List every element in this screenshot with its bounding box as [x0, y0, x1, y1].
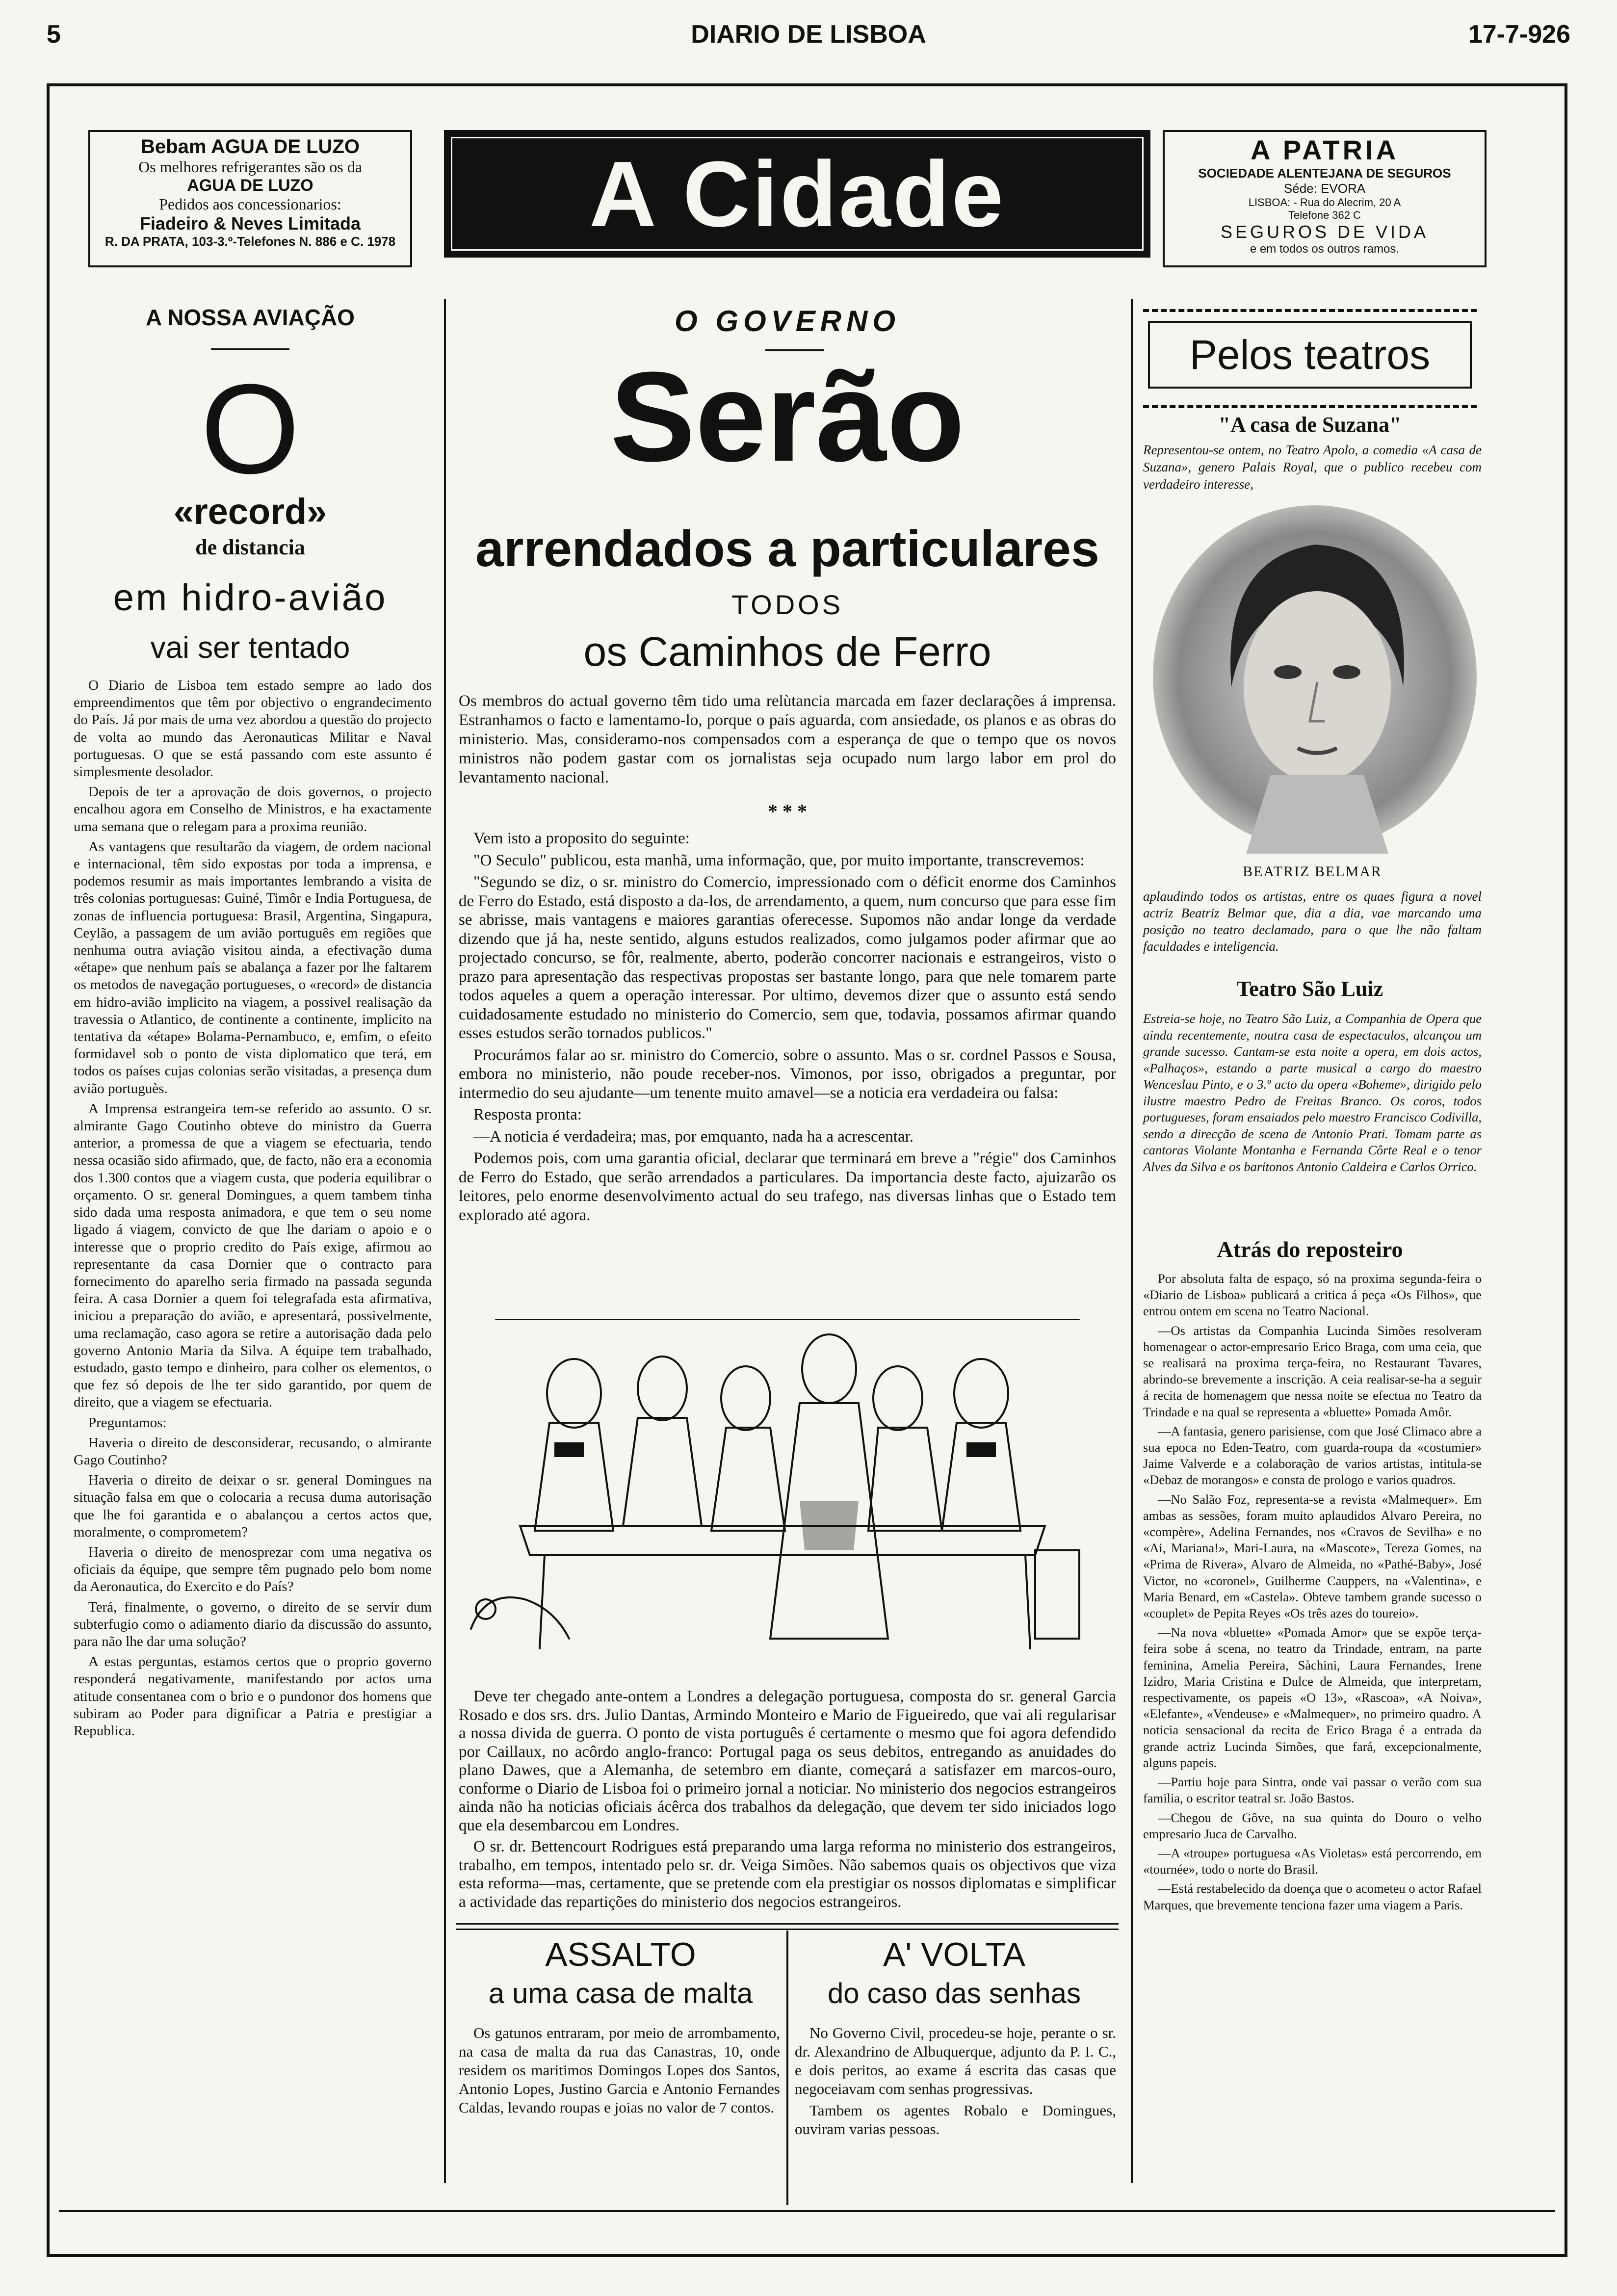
center-article-paragraph: Resposta pronta: [473, 1106, 582, 1123]
atras-reposteiro-paragraph: —A «troupe» portuguesa «As Violetas» está percorrendo, em «tournée», todo o norte do Brasil. [1143, 1845, 1482, 1877]
center-after-paragraph: O sr. dr. Bettencourt Rodrigues está preparando uma larga reforma no ministerio dos estrangeiros, trabalho, em tempos, intentado pelo sr. dr. Veiga Simões. Não sabemos quais os objectivos que viza esta reforma—mas, certamente, que se pretende com ela prestigiar os nossos diplomatas e simplificar a actividade das repartições do ministerio dos negocios estrangeiros. [459, 1838, 1116, 1911]
pelos-teatros-title: Pelos teatros [1148, 321, 1472, 389]
right-sub2-text: Estreia-se hoje, no Teatro São Luiz, a Companhia de Opera que ainda recentemente, noutra casa de espectaculos, alcançou um grande sucesso. Cantam-se esta noite a opera, em dois actos, «Palhaços», estando a parte musical a cargo do maestro Wenceslau Pinto, e o 3.º acto da opera «Boheme», dirigido pelo ilustre maestro Pedro de Freitas Branco. Os coros, todos portugueses, foram ensaiados pelo maestro Francisco Codivilla, sendo a direcção de scena de Antonio Prati. Tomam parte as cantoras Violante Montanha e Fernanda Côrte Real e o tenor Alves da Silva e os baritonos Antonio Caldeira e Carlos Orrico. [1143, 1011, 1482, 1174]
left-article-paragraph: A estas perguntas, estamos certos que o proprio governo responderá negativamente, manifestando por actos uma atitude consentanea com o brio e o pundonor dos homens que subiram ao Poder para dignificar a Patria e prestigiar a Republica. [74, 1654, 432, 1739]
photo-caption: BEATRIZ BELMAR [1243, 863, 1382, 880]
right-sub1: "A casa de Suzana" [1218, 413, 1402, 437]
left-article-paragraph: Depois de ter a aprovação de dois governos, o projecto encalhou agora em Conselho de Ministros, e ha exactamente uma semana que o relegam para a proxima reunião. [74, 784, 432, 835]
center-article-paragraph: "Segundo se diz, o sr. ministro do Comercio, impressionado com o déficit enorme dos Caminhos de Ferro do Estado, está disposto a da-los, de arrendamento, a quem, num concurso que para esse fim se abrisse, mais vantagens e maiores garantias oferecesse. Supomos não andar longe da verdade dizendo que já ha, neste sentido, alguns estudos realizados, como julgamos poder afirmar que ao projectado concurso, se fôr, realmente, aberto, poderão concorrer nacionais e estrangeiros, visto o prazo para apresentação das respectivas propostas ser bastante longo, para que nele tomarem parte todos aqueles a quem a operação interessar. Por ultimo, devemos dizer que o assunto está sendo cuidadosamente estudado no ministerio do Comercio, sem que, todavia, possamos afirmar quando esses estudos serão tornados publicos." [459, 873, 1116, 1042]
left-article-paragraph: Haveria o direito de deixar o sr. general Domingues na situação falsa em que o colocaria a recusa duma autorisação que lhe foi garantida e o abalançou a certos actos que, moralmente, o comprometem? [74, 1472, 432, 1540]
left-article-paragraph: Preguntamos: [88, 1414, 167, 1431]
center-headline: Serão [610, 346, 965, 488]
ad-left-line5: Fiadeiro & Neves Limitada [139, 213, 361, 234]
section-title-box [444, 130, 1150, 258]
ad-right-line3: Séde: EVORA [1283, 181, 1366, 196]
bottom-right-text2: Tambem os agentes Robalo e Domingues, ouviram varias pessoas. [795, 2102, 1116, 2138]
bottom-boxes-rule [456, 1923, 1119, 1930]
center-article-paragraph: Procurámos falar ao sr. ministro do Comercio, sobre o assunto. Mas o sr. cordnel Passos e Sousa, embora no ministerio, não poude receber-nos. Vimonos, por isso, obrigados a preguntar, por intermedio do seu ajudante—um tenente muito amavel—se a noticia era verdadeira ou falsa: [459, 1046, 1116, 1102]
left-ornament [211, 348, 289, 350]
ad-left-line3: AGUA DE LUZO [187, 176, 313, 195]
column-rule-right [1131, 299, 1133, 2183]
center-article-body [459, 829, 1116, 1227]
atras-reposteiro-paragraph: —Partiu hoje para Sintra, onde vai passar o verão com sua familia, o escritor teatral sr. João Bastos. [1143, 1774, 1482, 1806]
left-article-paragraph: Haveria o direito de desconsiderar, recusando, o almirante Gago Coutinho? [74, 1435, 432, 1468]
ad-right-line1: A PATRIA [1250, 134, 1399, 165]
left-article-paragraph: Haveria o direito de menosprezar com uma negativa os oficiais da équipe, que sempre têm pugnado pelo bom nome da Aeronautica, do Exercito e do País? [74, 1544, 432, 1595]
issue-date: 17-7-926 [1468, 20, 1570, 49]
atras-reposteiro-paragraph: —Na nova «bluette» «Pomada Amor» que se expõe terça-feira sobe á scena, no teatro da Trindade, entram, na parte feminina, Amelia Pereira, Sàchini, Laura Fernandes, Irene Izidro, Maria Cristina e Dulce de Almeida, que interpretam, respectivamente, os papeis «O 13», «Rascoa», «A Noiva», «Elefante», «Vendeuse» e «Malmequer», no primeiro quadro. A noticia sensacional da recita de Erico Braga é a entrada da grande actriz Lucinda Simões, que fará, excepcionalmente, alguns papeis. [1143, 1625, 1482, 1770]
center-article-paragraph: Podemos pois, com uma garantia oficial, declarar que terminará em breve a "régie" dos Caminhos de Ferro do Estado, que serão arrendados a particulares. Da importancia deste facto, ajuizarão os leitores, pelo enorme desenvolvimento actual do seu trafego, nas diversas linhas que o Estado tem explorado até agora. [459, 1149, 1116, 1224]
center-after-illustration [459, 1688, 1116, 1914]
ad-right-line7: e em todos os outros ramos. [1250, 242, 1400, 256]
bottom-left-title: ASSALTO [545, 1936, 696, 1973]
ad-left-line6: R. DA PRATA, 103-3.º-Telefones N. 886 e C. 1978 [104, 234, 396, 249]
cartoon-illustration [456, 1295, 1119, 1683]
left-article-paragraph: Terá, finalmente, o governo, o direito de se servir dum subterfugio como o adiamento diario da discussão do assunto, para não lhe dar uma solução? [74, 1599, 432, 1649]
bottom-right-text: No Governo Civil, procedeu-se hoje, perante o sr. dr. Alexandrino de Albuquerque, adjunto da P. I. C., e dois peritos, ao exame á escrita das casas que negoceiavam com senhas progressivas. [795, 2024, 1116, 2097]
ad-right-line4: LISBOA: - Rua do Alecrim, 20 A [1248, 196, 1401, 209]
bottom-right-body [795, 2024, 1116, 2141]
center-stars: * * * [768, 800, 807, 822]
ad-left-line2: Os melhores refrigerantes são os da [138, 158, 362, 176]
ad-a-patria [1163, 130, 1487, 267]
left-kicker: A NOSSA AVIAÇÃO [146, 305, 355, 330]
pelos-teatros-header [1143, 309, 1477, 408]
center-article-paragraph: —A noticia é verdadeira; mas, por emquanto, nada ha a acrescentar. [473, 1127, 914, 1146]
ad-right-line5: Telefone 362 C [1288, 209, 1361, 221]
atras-reposteiro-paragraph: —Está restabelecido da doença que o acometeu o actor Rafael Marques, que brevemente tenciona fazer uma viagem a Paris. [1143, 1881, 1482, 1912]
left-word-tentado: vai ser tentado [150, 631, 350, 665]
center-after-paragraph: Deve ter chegado ante-ontem a Londres a delegação portuguesa, composta do sr. general Garcia Rosado e dos srs. drs. Julio Dantas, Armindo Monteiro e Mario de Figueiredo, que vai ali regularisar a nossa divida de guerra. O ponto de vista português é certamente o mesmo que foi agora defendido por Caillaux, no acôrdo anglo-franco: Portugal paga os seus debitos, entregando as anuidades do plano Dawes, que a Alemanha, de setembro em diante, começará a satisfazer em marcos-ouro, conforme o Diario de Lisboa foi o primeiro jornal a noticiar. No ministerio dos negocios estrangeiros ainda não ha noticias oficiais ácêrca dos trabalhos da delegação, que devem ter sido iniciados logo que ela desembarcou em Londres. [459, 1688, 1116, 1834]
atras-reposteiro-paragraph: —No Salão Foz, representa-se a revista «Malmequer». Em ambas as sessões, foram muito aplaudidos Alvaro Pereira, no «compère», Adelina Fernandes, nos «Cravos de Sevilha» e no «Ai, Mariana!», Mari-Laura, na «Mascote», Tereza Gomes, na «Prima de Rivera», Alvaro de Almeida, no «Pathé-Baby», José Victor, no «coronel», Guilherme Cauppers, na «Valentina», e Maria Benard, em «Castela». Obteve tambem grande sucesso o «couplet» de Pepita Reyes «Os três azes do toureio». [1143, 1491, 1482, 1621]
center-kicker: O GOVERNO [674, 305, 901, 338]
page-number: 5 [47, 20, 61, 49]
right-sub3-body [1143, 1271, 1482, 1916]
left-article-paragraph: As vantagens que resultarão da viagem, de ordem nacional e internacional, têm sido expostas por toda a imprensa, e podemos resumir as mais importantes lembrando a visita de três colonias portuguesas: Guiné, Timôr e India Portuguesa, de zonas de influencia portuguesa: Brasil, Argentina, Singapura, Ceylão, a passagem de um avião português em regiões que nenhuma outra aviação visitou ainda, a efectivação duma «étape» que nenhum país se abalança a fazer por lhe faltarem os metodos de navegação portugueses, o «record» de distancia em hidro-avião implicito na viagem, a possivel realisação da travessia o Atlantico, de continente a continente, implicito na tentativa da «étape» Bolama-Pernambuco, e, emfim, o efeito formidavel sob o ponto de vista diplomatico que terá, em todos os países cujas colonias serão visitadas, a presença dum avião portuguès. [74, 838, 432, 1096]
bottom-rule [59, 2210, 1555, 2212]
center-article-paragraph: "O Seculo" publicou, esta manhã, uma informação, que, por muito importante, transcrevemos: [473, 851, 1085, 869]
ad-right-line6: SEGUROS DE VIDA [1220, 222, 1429, 242]
bottom-left-text: Os gatunos entraram, por meio de arrombamento, na casa de malta da rua das Canastras, 10, onde residem os maritimos Domingos Lopes dos Santos, Antonio Lopes, Justino Garcia e Antonio Fernandes Caldas, levando roupas e joias no valor de 7 contos. [459, 2024, 780, 2116]
right-sub1-text: Representou-se ontem, no Teatro Apolo, a comedia «A casa de Suzana», genero Palais Royal, que o publico recebeu com verdadeiro interesse, [1143, 443, 1482, 492]
bottom-boxes-divider [786, 1931, 788, 2205]
column-rule-left [444, 299, 446, 2183]
atras-reposteiro-paragraph: Por absoluta falta de espaço, só na proxima segunda-feira o «Diario de Lisboa» publicará a critica á peça «Os Filhos», que entrou ontem em scena no Teatro Nacional. [1143, 1271, 1482, 1319]
bottom-right-title: A' VOLTA [883, 1936, 1026, 1973]
ad-left-line4: Pedidos aos concessionarios: [159, 195, 341, 213]
left-article-body [74, 677, 432, 1743]
right-after-photo: aplaudindo todos os artistas, entre os quaes figura a novel actriz Beatriz Belmar que, dia a dia, vae marcando uma posição no teatro declamado, para o que lhe não faltam faculdades e inteligencia. [1143, 889, 1482, 954]
bottom-right-subtitle: do caso das senhas [828, 1978, 1081, 2009]
bottom-left-subtitle: a uma casa de malta [488, 1978, 753, 2009]
portrait-photo [1148, 500, 1482, 854]
center-subhead-todos: TODOS [731, 589, 844, 620]
ad-left-line1: Bebam AGUA DE LUZO [141, 136, 360, 157]
atras-reposteiro-paragraph: —Chegou de Gôve, na sua quinta do Douro o velho empresario Juca de Carvalho. [1143, 1810, 1482, 1841]
center-article-paragraph: Vem isto a proposito do seguinte: [473, 830, 690, 847]
center-subhead: arrendados a particulares [475, 521, 1099, 577]
newspaper-name: DIARIO DE LISBOA [691, 20, 926, 49]
left-word-record: «record» [173, 491, 327, 532]
ad-agua-de-luzo [88, 130, 412, 267]
right-sub3: Atrás do reposteiro [1217, 1237, 1403, 1262]
atras-reposteiro-paragraph: —A fantasia, genero parisiense, com que José Climaco abre a sua epoca no Eden-Teatro, com guarda-roupa da «costumier» Jaime Valverde e a colaboração de varios artistas, intitula-se «Debaz de morangos» e consta de prologo e varios quadros. [1143, 1423, 1482, 1487]
left-big-letter: O [200, 358, 300, 500]
center-intro: Os membros do actual governo têm tido uma relùtancia marcada em fazer declarações á imprensa. Estranhamos o facto e lamentamo-lo, porque o país aguarda, com ansiedade, os planos e as obras do ministerio. Mas, consideramo-nos compensados com a esperança de que o tempo que os novos ministros não podem gastar com os jornalistas seja ocupado num largo labor em prol do levantamento nacional. [459, 692, 1116, 786]
left-word-distancia: de distancia [195, 535, 305, 559]
section-title: A Cidade [451, 137, 1144, 251]
atras-reposteiro-paragraph: —Os artistas da Companhia Lucinda Simões resolveram homenagear o actor-empresario Erico Braga, com uma ceia, que se realisará na proxima terça-feira, no Restaurant Tavares, abrindo-se brevemente a inscrição. A ceia realisar-se-ha a seguir á recita de homenagem que nessa noite se efectua no Teatro da Trindade e na qual se representa a «bluette» Pomada Amôr. [1143, 1323, 1482, 1419]
left-article-paragraph: O Diario de Lisboa tem estado sempre ao lado dos empreendimentos que têm por objectivo o engrandecimento do País. Já por mais de uma vez abordou a questão do projecto de volta ao mundo das Aeronauticas Militar e Naval portuguesas. O que se está passando com este assunto é simplesmente desolador. [74, 678, 432, 780]
left-article-paragraph: A Imprensa estrangeira tem-se referido ao assunto. O sr. almirante Gago Coutinho obteve do ministro da Guerra anterior, a promessa de que a viagem se efectuaria, tendo nessa ocasião sido afirmado, que, de facto, não era a economia dos 1.300 contos que a viagem custa, que poderia equilibrar o orçamento. O sr. general Domingues, a quem tambem tinha sido dada uma resposta animadora, e que tem o seu nome ligado á viagem, convicto de que lhe dariam o apoio e o interesse que o proprio credito do País exige, afirmou ao representante da casa Dornier que o contracto para fornecimento do aparelho seria firmado na passada segunda feira. A casa Dornier a quem foi telegrafada esta afirmativa, iniciou a preparação do avião, e apresentará, possivelmente, uma reclamação, caso agora se retire a autorisação dada pelo governo Antonio Maria da Silva. A équipe tem trabalhado, estudado, gasto tempo e dinheiro, para colher os elementos, o que fez só depois de lhe ter sido garantido, por quem de direito, que a viagem se efectuaria. [74, 1100, 432, 1410]
left-word-hidroaviao: em hidro-avião [113, 577, 388, 619]
right-sub2: Teatro São Luiz [1236, 977, 1383, 1001]
center-subhead-caminhos: os Caminhos de Ferro [583, 628, 991, 675]
ad-right-line2: SOCIEDADE ALENTEJANA DE SEGUROS [1198, 166, 1451, 181]
